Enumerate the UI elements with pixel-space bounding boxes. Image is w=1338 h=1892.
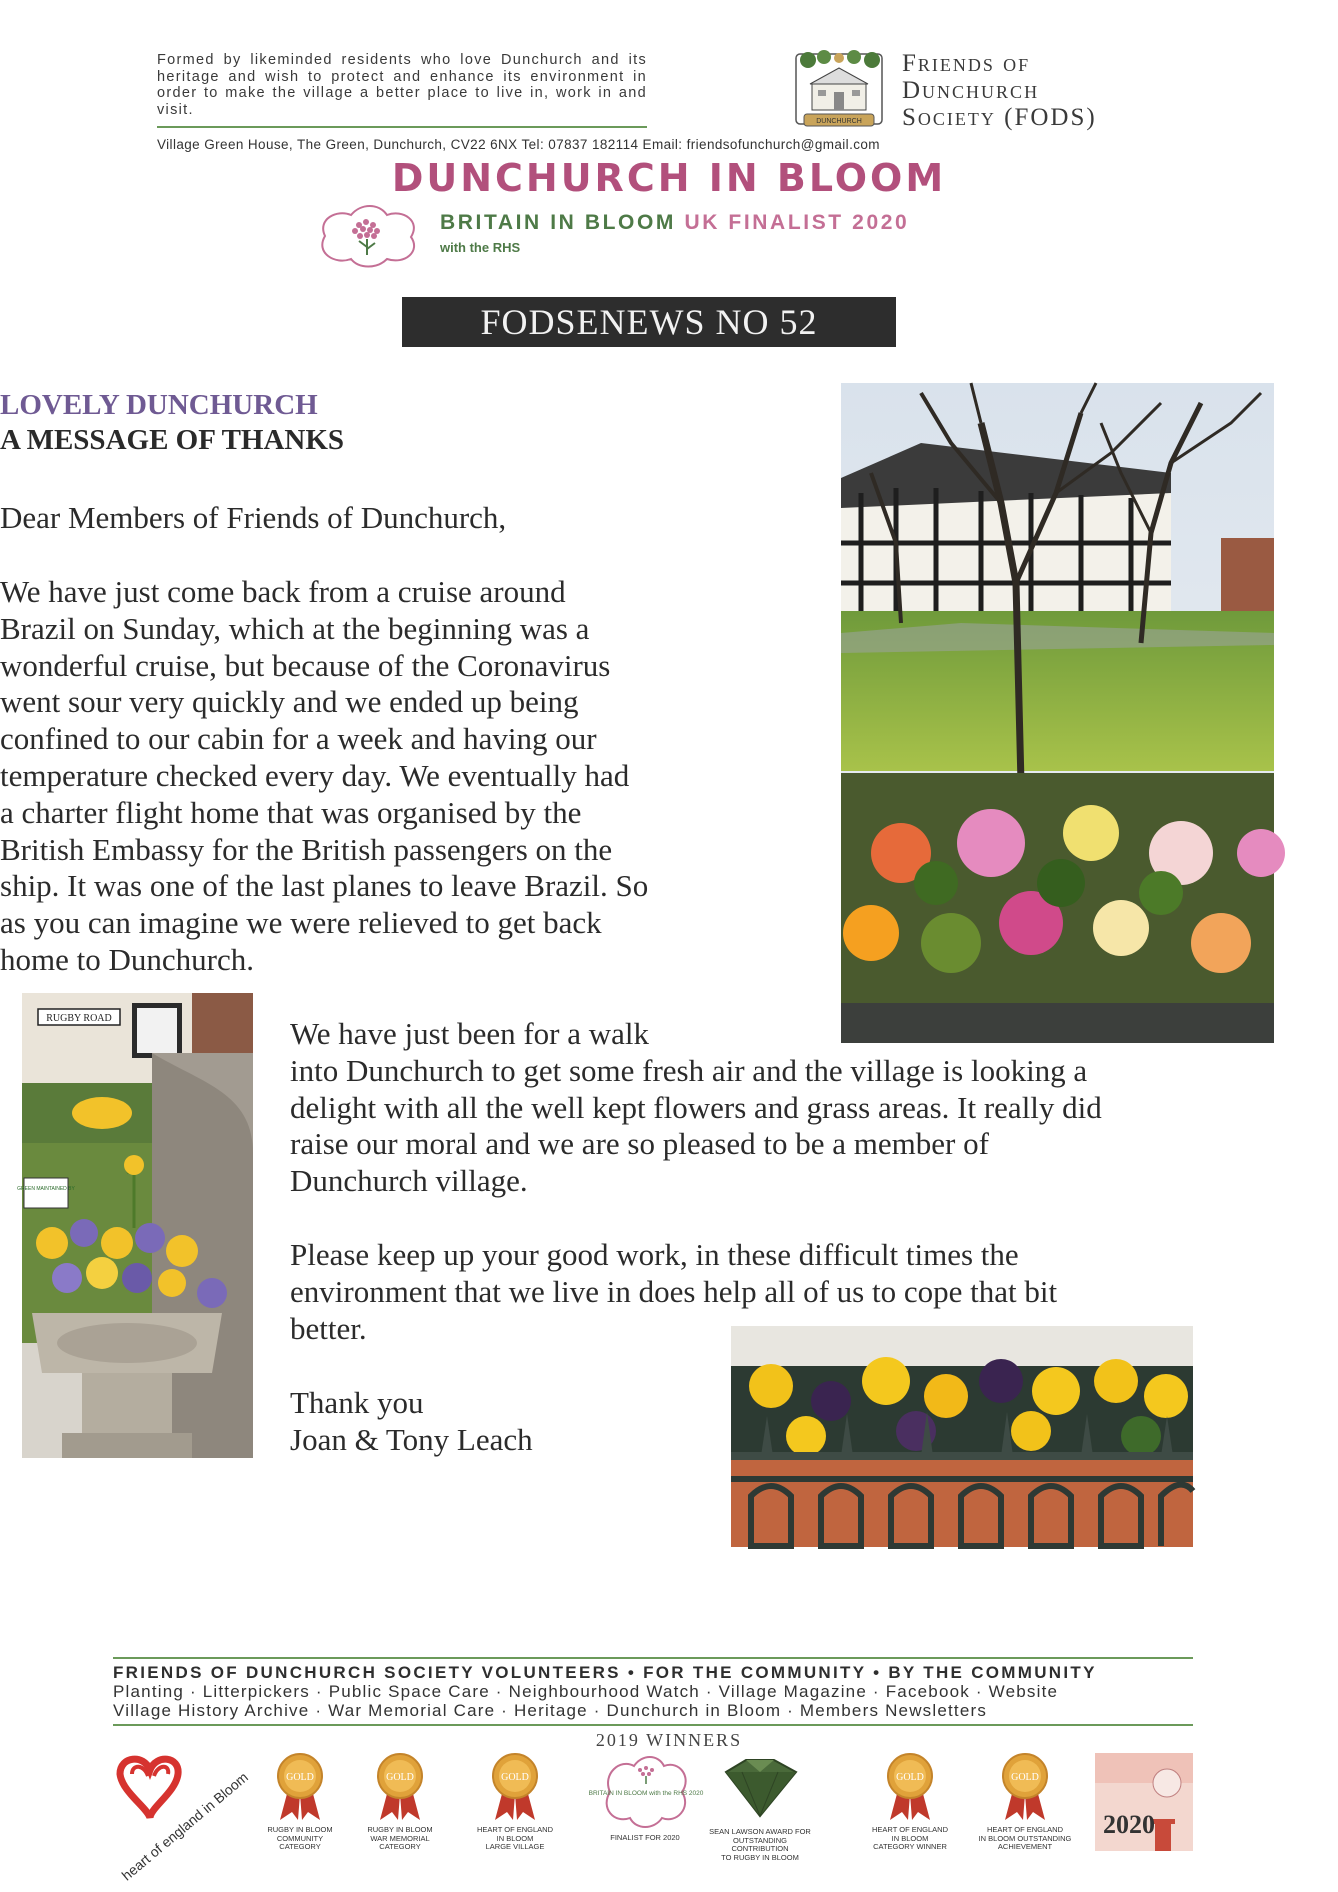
award-heart-category-winner: [855, 1750, 965, 1852]
award-rugby-community: [245, 1750, 355, 1852]
award-caption: HEART OF ENGLAND IN BLOOM CATEGORY WINNER: [872, 1825, 948, 1851]
britain-in-bloom-finalist: [440, 211, 909, 235]
gold-label: GOLD: [896, 1772, 924, 1783]
signoff-names: Joan & Tony Leach: [290, 1421, 533, 1457]
footer-divider-top: [113, 1657, 1193, 1659]
paragraph-2: We have just been for a walk into Dunchurch to get some fresh air and the village is looking a delight with all the well kept flowers and grass areas. It really did raise our moral and we are so pleased to be a member of Dunchurch village.: [290, 1016, 1102, 1199]
intro-divider: [157, 126, 647, 128]
contact-address: Village Green House, The Green, Dunchurch, CV22 6NX Tel: 07837 182114 Email: friendsofunchurch@gmail.com: [157, 137, 880, 152]
award-caption: FINALIST FOR 2020: [610, 1833, 680, 1842]
society-name: [902, 50, 1097, 131]
rugby-road-sign: RUGBY ROAD: [46, 1013, 112, 1024]
bib-badge-text: BRITAIN IN BLOOM with the RHS 2020: [588, 1790, 704, 1797]
gem-icon: [712, 1752, 808, 1824]
crest-logo: [788, 48, 890, 132]
footer-tagline: FRIENDS OF DUNCHURCH SOCIETY VOLUNTEERS • FOR THE COMMUNITY • BY THE COMMUNITY: [113, 1663, 1097, 1682]
year-2020-badge-icon: [1095, 1753, 1193, 1851]
dunchurch-in-bloom-title: DUNCHURCH IN BLOOM: [391, 156, 947, 200]
britain-in-bloom-text: BRITAIN IN BLOOM: [440, 211, 677, 234]
gold-medal-icon: [272, 1750, 328, 1822]
gold-label: GOLD: [1011, 1772, 1039, 1783]
newsletter-banner: FODSENEWS NO 52: [402, 297, 896, 347]
signoff: [290, 1385, 533, 1459]
crest-label: DUNCHURCH: [816, 118, 862, 125]
winners-title: 2019 WINNERS: [595, 1730, 743, 1750]
award-caption: HEART OF ENGLAND IN BLOOM OUTSTANDING ACHIEVEMENT: [978, 1825, 1072, 1851]
footer-activities-2: Village History Archive · War Memorial Care · Heritage · Dunchurch in Bloom · Members Newsletters: [113, 1701, 988, 1720]
society-line-2: Dunchurch: [902, 77, 1040, 104]
heart-logo-text: heart of england in Bloom: [118, 1768, 252, 1884]
society-line-3: Society (FODS): [902, 104, 1097, 131]
gold-label: GOLD: [286, 1772, 314, 1783]
article-subheading: A MESSAGE OF THANKS: [0, 424, 345, 456]
intro-text: Formed by likeminded residents who love Dunchurch and its heritage and wish to protect and enhance its environment in order to make the village a better place to live in, work in and visit.: [157, 52, 647, 118]
heart-of-england-logo: [110, 1752, 252, 1884]
award-caption: RUGBY IN BLOOM COMMUNITY CATEGORY: [267, 1825, 333, 1851]
award-heart-outstanding: [970, 1750, 1080, 1852]
with-rhs-text: with the RHS: [440, 240, 521, 255]
britain-in-bloom-badge-icon: [588, 1752, 704, 1830]
gold-label: GOLD: [386, 1772, 414, 1783]
paragraph-1: We have just come back from a cruise around Brazil on Sunday, which at the beginning was a wonderful cruise, but because of the Coronavirus went sour very quickly and we ended up being confined to our cabin for a week and having our temperature checked every day. We eventually had a charter flight home that was organised by the British Embassy for the British passengers on the ship. It was one of the last planes to leave Brazil. So as you can imagine we were relieved to get back home to Dunchurch.: [0, 574, 649, 977]
award-caption: HEART OF ENGLAND IN BLOOM LARGE VILLAGE: [477, 1825, 553, 1851]
gold-label: GOLD: [501, 1772, 529, 1783]
gold-medal-icon: [882, 1750, 938, 1822]
society-line-1: Friends of: [902, 50, 1031, 77]
award-bib-finalist: [588, 1752, 704, 1843]
flower-logo-icon: [313, 205, 423, 267]
award-caption: RUGBY IN BLOOM WAR MEMORIAL CATEGORY: [367, 1825, 433, 1851]
gold-medal-icon: [487, 1750, 543, 1822]
award-sean-lawson: [705, 1752, 815, 1862]
gold-medal-icon: [997, 1750, 1053, 1822]
signoff-thanks: Thank you: [290, 1385, 424, 1420]
village-green-photo: [841, 383, 1274, 1043]
award-caption: SEAN LAWSON AWARD FOR OUTSTANDING CONTRIBUTION TO RUGBY IN BLOOM: [709, 1827, 811, 1862]
year-badge-text: 2020: [1103, 1810, 1155, 1839]
uk-finalist-text: UK FINALIST 2020: [684, 211, 910, 234]
rugby-road-planter-photo: [17, 993, 253, 1458]
paragraph-3: Please keep up your good work, in these difficult times the environment that we live in does help all of us to cope that bit better.: [290, 1237, 1058, 1346]
gold-medal-icon: [372, 1750, 428, 1822]
footer-activities-1: Planting · Litterpickers · Public Space Care · Neighbourhood Watch · Village Magazine · Facebook · Website: [113, 1682, 1059, 1701]
award-heart-large-village: [460, 1750, 570, 1852]
green-maintained-sign: GREEN MAINTAINED BY: [17, 1186, 75, 1192]
window-box-photo: [731, 1326, 1193, 1547]
footer-divider-bottom: [113, 1724, 1193, 1726]
article-heading: LOVELY DUNCHURCH: [0, 389, 318, 421]
award-rugby-war-memorial: [345, 1750, 455, 1852]
salutation: Dear Members of Friends of Dunchurch,: [0, 500, 507, 535]
